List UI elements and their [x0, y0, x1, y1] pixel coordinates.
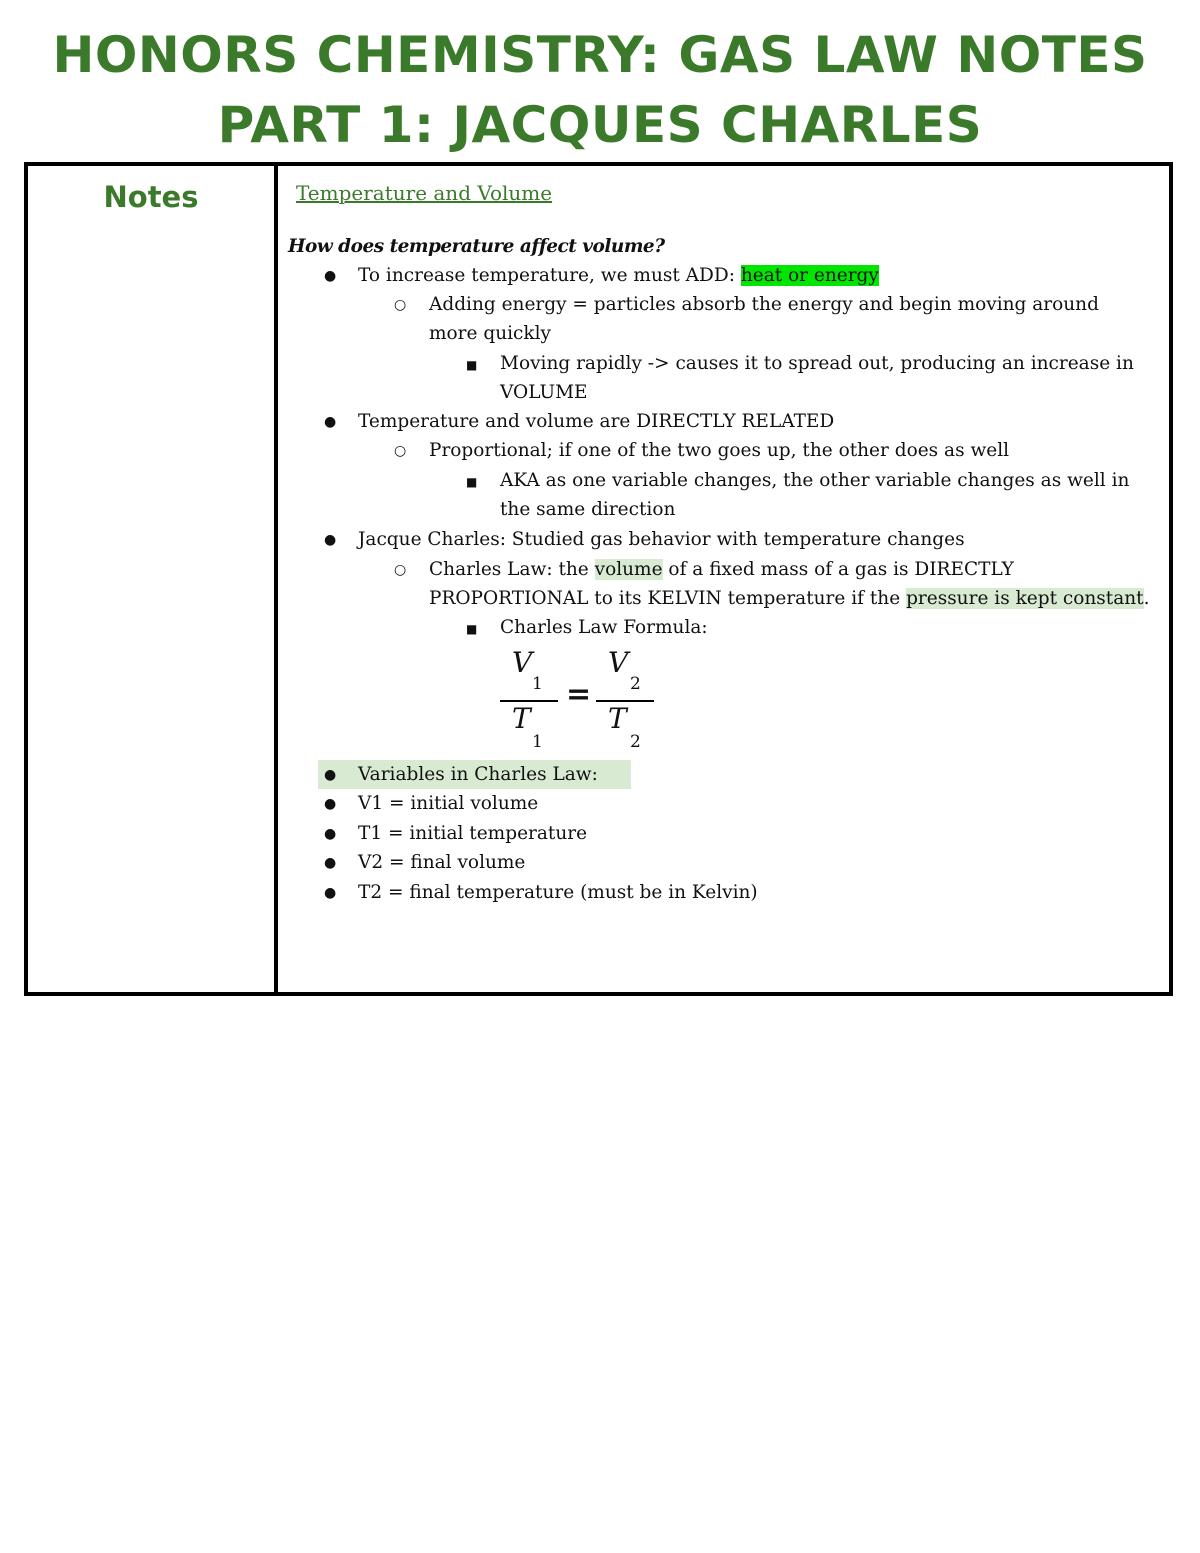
bullet-circle-icon: ○	[394, 297, 407, 313]
formula-sub: 2	[630, 674, 641, 694]
note-line: Charles Law: the volume of a fixed mass of a gas is DIRECTLY	[429, 559, 1014, 580]
bullet-disc-icon: ●	[324, 767, 337, 783]
highlight: heat or energy	[740, 265, 879, 286]
bullet-disc-icon: ●	[324, 826, 337, 842]
bullet-disc-icon: ●	[324, 885, 337, 901]
variable-item: T2 = final temperature (must be in Kelvin)	[358, 882, 758, 903]
bullet-disc-icon: ●	[324, 268, 337, 284]
formula-t2: T	[608, 702, 627, 735]
highlight: pressure is kept constant	[906, 588, 1144, 609]
note-line: Proportional; if one of the two goes up, the other does as well	[429, 440, 1010, 461]
variable-item: T1 = initial temperature	[358, 823, 588, 844]
formula-v1: V	[512, 646, 533, 679]
bullet-disc-icon: ●	[324, 414, 337, 430]
formula-v2: V	[608, 646, 629, 679]
variable-item: V1 = initial volume	[358, 793, 539, 814]
bullet-disc-icon: ●	[324, 532, 337, 548]
note-line: Jacque Charles: Studied gas behavior with temperature changes	[358, 529, 965, 550]
note-line: AKA as one variable changes, the other variable changes as well in	[500, 470, 1130, 491]
question: How does temperature affect volume?	[288, 236, 665, 257]
title-line-2: PART 1: JACQUES CHARLES	[217, 96, 983, 154]
note-line: Charles Law Formula:	[500, 617, 708, 638]
note-line: Adding energy = particles absorb the energy and begin moving around	[429, 294, 1099, 315]
column-divider	[274, 166, 278, 992]
bullet-square-icon: ■	[466, 358, 478, 372]
note-line: the same direction	[500, 499, 676, 520]
bullet-disc-icon: ●	[324, 855, 337, 871]
note-line: PROPORTIONAL to its KELVIN temperature if the pressure is kept constant.	[429, 588, 1150, 609]
note-line: Temperature and volume are DIRECTLY RELATED	[358, 411, 835, 432]
notes-heading: Notes	[103, 180, 199, 214]
variables-heading: Variables in Charles Law:	[358, 764, 598, 785]
bullet-square-icon: ■	[466, 475, 478, 489]
bullet-disc-icon: ●	[324, 796, 337, 812]
variable-item: V2 = final volume	[358, 852, 526, 873]
bullet-circle-icon: ○	[394, 562, 407, 578]
note-line: VOLUME	[500, 382, 588, 403]
bullet-square-icon: ■	[466, 622, 478, 636]
bullet-circle-icon: ○	[394, 443, 407, 459]
formula-equals: =	[566, 677, 592, 712]
formula-sub: 1	[532, 732, 543, 752]
charles-law-formula	[500, 646, 660, 756]
highlight: volume	[594, 559, 663, 580]
note-line: Moving rapidly -> causes it to spread out, producing an increase in	[500, 353, 1134, 374]
section-title: Temperature and Volume	[296, 181, 553, 205]
formula-sub: 1	[532, 674, 543, 694]
formula-t1: T	[512, 702, 531, 735]
title-line-1: HONORS CHEMISTRY: GAS LAW NOTES	[52, 26, 1148, 84]
notes-table	[24, 162, 1173, 996]
note-line: more quickly	[429, 323, 551, 344]
formula-sub: 2	[630, 732, 641, 752]
note-line: To increase temperature, we must ADD: heat or energy	[358, 265, 879, 286]
